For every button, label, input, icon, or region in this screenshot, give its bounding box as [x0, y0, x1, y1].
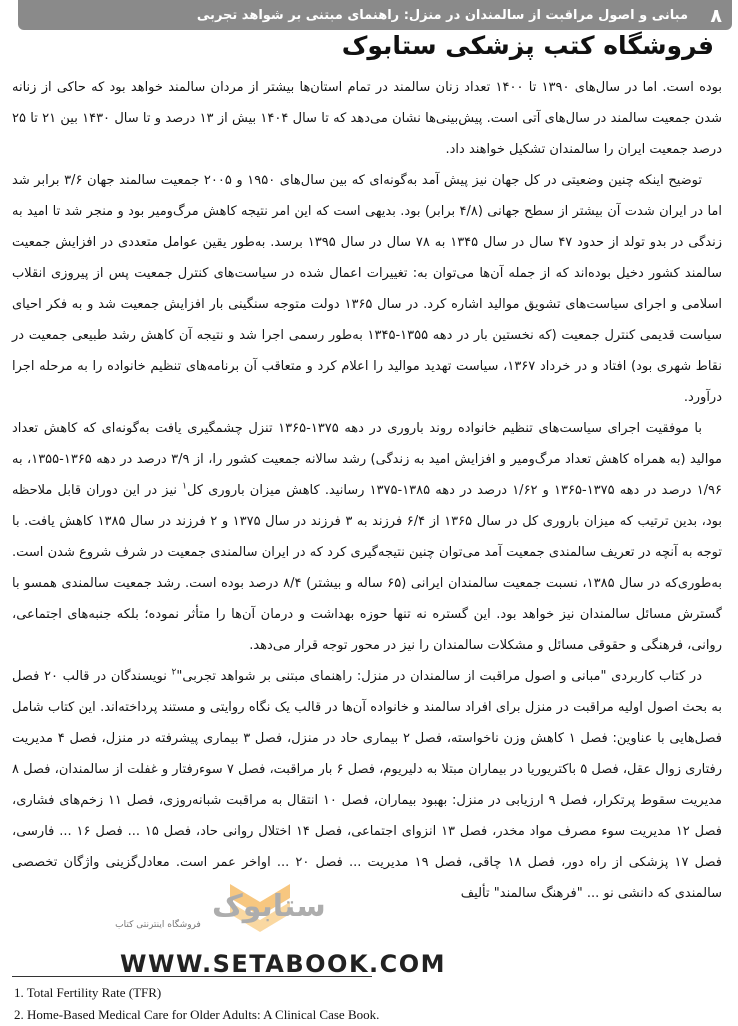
footnote-2: 2. Home-Based Medical Care for Older Adults: A Clinical Case Book. — [14, 1007, 380, 1022]
footnote-ref-2[interactable]: ۲ — [171, 667, 177, 678]
paragraph-2: توضیح اینکه چنین وضعیتی در کل جهان نیز پیش آمد به‌گونه‌ای که بین سال‌های ۱۹۵۰ و ۲۰۰۵ جمعیت سالمند جهان ۳/۶ برابر شد اما در ایران شدت آن بیشتر از سطح جهانی (۴/۸ برابر) بود. بدیهی است که این امر نتیجه کاهش مرگ‌ومیر بود و منجر شد تا امید به زندگی در بدو تولد از حدود ۴۷ سال در سال ۱۳۴۵ به ۷۸ سال در سال ۱۳۹۵ برسد. به‌طور یقین عوامل متعددی در افزایش جمعیت سالمند کشور دخیل بوده‌اند که از جمله آن‌ها می‌توان به: تغییرات اعمال شده در سیاست‌های کنترل جمعیت پس از پیروزی انقلاب اسلامی و اجرای سیاست‌های تشویق موالید اشاره کرد. در سال ۱۳۶۵ دولت متوجه سنگینی بار افزایش جمعیت شد و به فکر احیای سیاست قدیمی کنترل جمعیت (که نخستین بار در دهه ۱۳۵۵-۱۳۴۵ به‌طور رسمی اجرا شد و نتیجه آن کاهش رشد طبیعی جمعیت در نقاط شهری بود) افتاد و در خرداد ۱۳۶۷، سیاست تهدید موالید را اعلام کرد و متعاقب آن برنامه‌های تنظیم خانواده را به مرحله اجرا درآورد. — [12, 173, 723, 405]
footnote-divider — [12, 976, 372, 977]
logo-subtitle: فروشگاه اینترنتی کتاب — [115, 920, 201, 930]
logo-wordmark: ستابوک — [212, 889, 326, 924]
store-banner: فروشگاه کتب پزشکی ستابوک — [341, 31, 714, 60]
paragraph-4 — [12, 661, 722, 909]
page-number: ۸ — [710, 5, 722, 27]
body-text — [12, 72, 722, 909]
footnotes — [14, 982, 714, 1026]
paragraph-4-part-b: نویسندگان در قالب ۲۰ فصل به بحث اصول اولیه مراقبت در منزل برای افراد سالمند و خانواده آن‌ها در قالب یک نگاه روایتی و مستند پرداخته‌اند. این کتاب شامل فصل‌هایی با عناوین: فصل ۱ کاهش وزن ناخواسته، فصل ۲ بیماری حاد در منزل، فصل ۳ بیماری پیشرفته در منزل، فصل ۴ مدیریت رفتاری زوال عقل، فصل ۵ باکتریوریا در بیماران مبتلا به دلیریوم، فصل ۶ بار مراقبت، فصل ۷ سوءرفتار و غفلت از سالمندان، فصل ۸ مدیریت سقوط پرتکرار، فصل ۹ ارزیابی در منزل: بهبود بیماران، فصل ۱۰ انتقال به مراقبت شبانه‌روزی، فصل ۱۱ زخم‌های فشاری، فصل ۱۲ مدیریت سوء مصرف مواد مخدر، فصل ۱۳ انزوای اجتماعی، فصل ۱۴ اختلال روانی حاد، فصل ۱۵ ... فصل ۱۶ ... فارسی، فصل ۱۷ پزشکی از راه دور، فصل ۱۸ چاقی، فصل ۱۹ مدیریت ... فصل ۲۰ ... اواخر عمر است. معادل‌گزینی واژگان تخصصی سالمندی که دانشی نو ... "فرهنگ سالمند" تألیف — [12, 669, 723, 901]
paragraph-1: بوده است. اما در سال‌های ۱۳۹۰ تا ۱۴۰۰ تعداد زنان سالمند در تمام استان‌ها بیشتر از مردان سالمند خواهد بود که حاکی از زنانه شدن جمعیت سالمند در سال‌های آتی است. پیش‌بینی‌ها نشان می‌دهد که تا سال ۱۴۰۴ بیش از ۱۳ درصد و تا سال ۱۴۳۰ بین ۲۱ تا ۲۵ درصد جمعیت ایران را سالمندان تشکیل خواهند داد. — [12, 80, 723, 157]
running-title-sub: راهنمای مبتنی بر شواهد تجربی — [196, 8, 404, 23]
running-title-main: مبانی و اصول مراقبت از سالمندان در منزل: — [403, 8, 688, 23]
paragraph-3 — [12, 413, 722, 661]
website-watermark: WWW.SETABOOK.COM — [120, 950, 447, 978]
paragraph-3-part-b: نیز در این دوران قابل ملاحظه بود، بدین ترتیب که میزان باروری کل در سال ۱۳۶۵ از ۶/۴ فرزند به ۳ فرزند در سال ۱۳۷۵ و ۲ فرزند در سال ۱۳۸۵ کاهش یافت. با توجه به آنچه در تعریف سالمندی جمعیت آمد می‌توان چنین نتیجه‌گیری کرد که در ایران سالمندی جمعیت در شرف شروع شدن است. به‌طوری‌که در سال ۱۳۸۵، نسبت جمعیت سالمندان ایرانی (۶۵ ساله و بیشتر) ۸/۴ درصد بوده است. رشد جمعیت سالمندی همسو با گسترش مسائل سالمندان نیز خواهد بود. این گستره نه تنها حوزه بهداشت و درمان آن‌ها را متأثر نموده؛ بلکه جنبه‌های اجتماعی، روانی، فرهنگی و حقوقی مسائل و مشکلات سالمندان را نیز در محور توجه قرار می‌دهد. — [12, 483, 723, 653]
paragraph-4-part-a: در کتاب کاربردی "مبانی و اصول مراقبت از سالمندان در منزل: راهنمای مبتنی بر شواهد تجربی" — [176, 669, 702, 684]
running-title — [197, 8, 688, 23]
paragraph-3-part-a: با موفقیت اجرای سیاست‌های تنظیم خانواده روند باروری در دهه ۱۳۷۵-۱۳۶۵ تنزل چشمگیری یافت به‌گونه‌ای که کاهش تعداد موالید (به همراه کاهش تعداد مرگ‌ومیر و افزایش امید به زندگی) رشد سالانه جمعیت کشور را، از ۳/۹ درصد در دهه ۱۳۶۵-۱۳۵۵، به ۱/۹۶ درصد در دهه ۱۳۷۵-۱۳۶۵ و ۱/۶۲ درصد در دهه ۱۳۸۵-۱۳۷۵ رسانید. کاهش میزان باروری کل — [12, 421, 723, 498]
footnote-1: 1. Total Fertility Rate (TFR) — [14, 985, 162, 1000]
page-header — [18, 0, 732, 30]
footnote-ref-1[interactable]: ۱ — [182, 481, 187, 492]
